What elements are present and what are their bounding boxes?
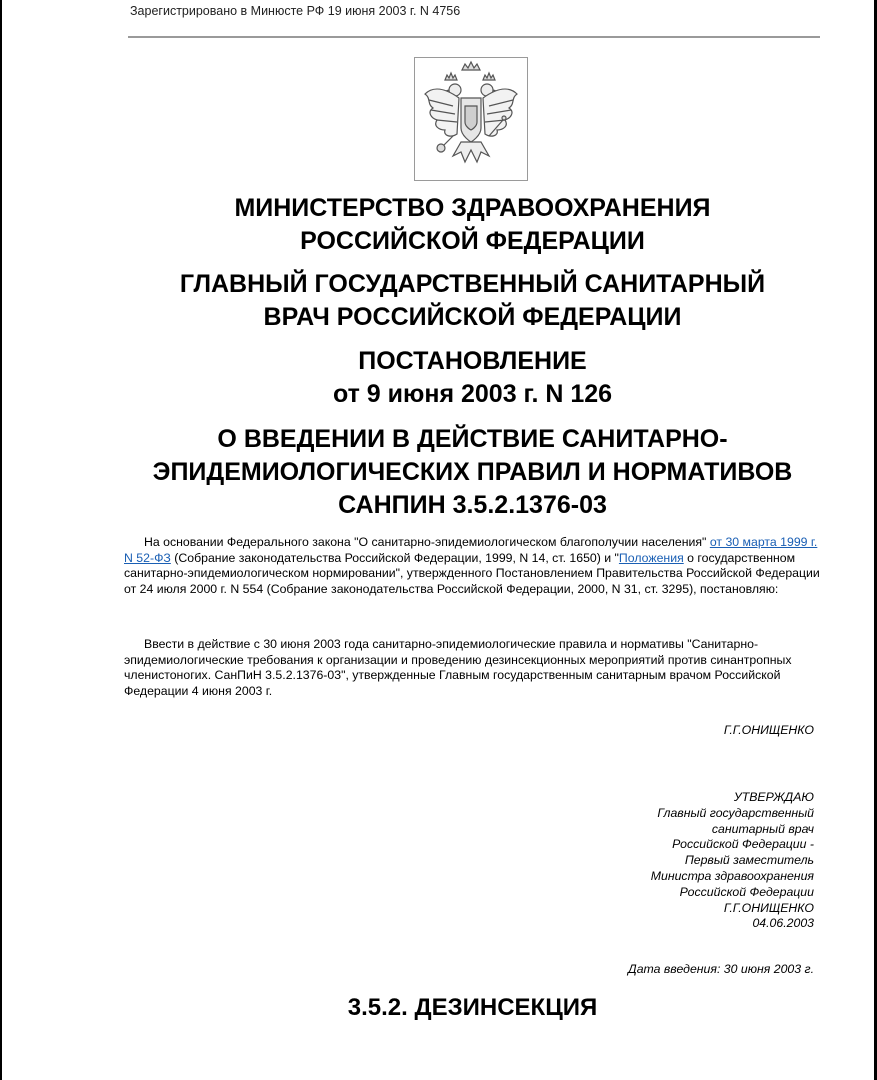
approval-line: Российской Федерации: [679, 884, 814, 899]
intro-date: Дата введения: 30 июня 2003 г.: [628, 962, 814, 976]
approval-line: Министра здравоохранения: [650, 868, 814, 883]
registration-line: Зарегистрировано в Минюсте РФ 19 июня 2003 г. N 4756: [130, 4, 461, 18]
approval-line: санитарный врач: [711, 821, 814, 836]
paragraph-enactment: [124, 637, 824, 699]
section-title: 3.5.2. ДЕЗИНСЕКЦИЯ: [347, 994, 598, 1021]
paragraph-text: На основании Федерального закона "О санитарно-эпидемиологическом благополучии населения": [144, 535, 710, 549]
approval-line: 04.06.2003: [752, 916, 814, 931]
resolution-heading: ПОСТАНОВЛЕНИЕ от 9 июня 2003 г. N 126: [332, 347, 613, 408]
ministry-heading: МИНИСТЕРСТВО ЗДРАВООХРАНЕНИЯ РОССИЙСКОЙ ФЕДЕРАЦИИ: [234, 194, 711, 255]
chief-doctor-heading: ГЛАВНЫЙ ГОСУДАРСТВЕННЫЙ САНИТАРНЫЙ ВРАЧ РОССИЙСКОЙ ФЕДЕРАЦИИ: [179, 270, 766, 331]
approval-block: [514, 790, 814, 932]
paragraph-text: о государственном санитарно-эпидемиологическом нормировании", утвержденного Постановлением Правительства Российской Федерации от 24 июля 2000 г. N 554 (Собрание законодательства Российской Федерации, 2000, N 31, ст. 3295), постановляю:: [124, 550, 820, 596]
paragraph-text: (Собрание законодательства Российской Федерации, 1999, N 14, ст. 1650) и ": [170, 550, 619, 565]
approval-line: Первый заместитель: [684, 853, 814, 868]
approval-line: Г.Г.ОНИЩЕНКО: [723, 900, 814, 915]
approval-line: Главный государственный: [657, 805, 814, 820]
signature: Г.Г.ОНИЩЕНКО: [723, 723, 814, 737]
regulation-link[interactable]: Положения: [618, 550, 684, 565]
paragraph-legal-basis: [124, 535, 824, 597]
subject-heading: О ВВЕДЕНИИ В ДЕЙСТВИЕ САНИТАРНО- ЭПИДЕМИОЛОГИЧЕСКИХ ПРАВИЛ И НОРМАТИВОВ САНПИН 3.5.2.1376-03: [152, 425, 793, 519]
header-rule: [128, 36, 820, 38]
page-border-left: [0, 0, 2, 1080]
law-link[interactable]: от 30 марта 1999 г. N 52-ФЗ: [124, 535, 818, 565]
approval-line: Российской Федерации -: [672, 837, 814, 852]
approval-line: УТВЕРЖДАЮ: [733, 790, 814, 804]
coat-of-arms-icon: [414, 57, 528, 181]
paragraph-text: Ввести в действие с 30 июня 2003 года санитарно-эпидемиологические правила и нормативы "Санитарно-эпидемиологические требования к организации и проведению дезинсекционных мероприятий против синантропных членистоногих. СанПиН 3.5.2.1376-03", утвержденные Главным государственным санитарным врачом Российской Федерации 4 июня 2003 г.: [124, 637, 792, 698]
